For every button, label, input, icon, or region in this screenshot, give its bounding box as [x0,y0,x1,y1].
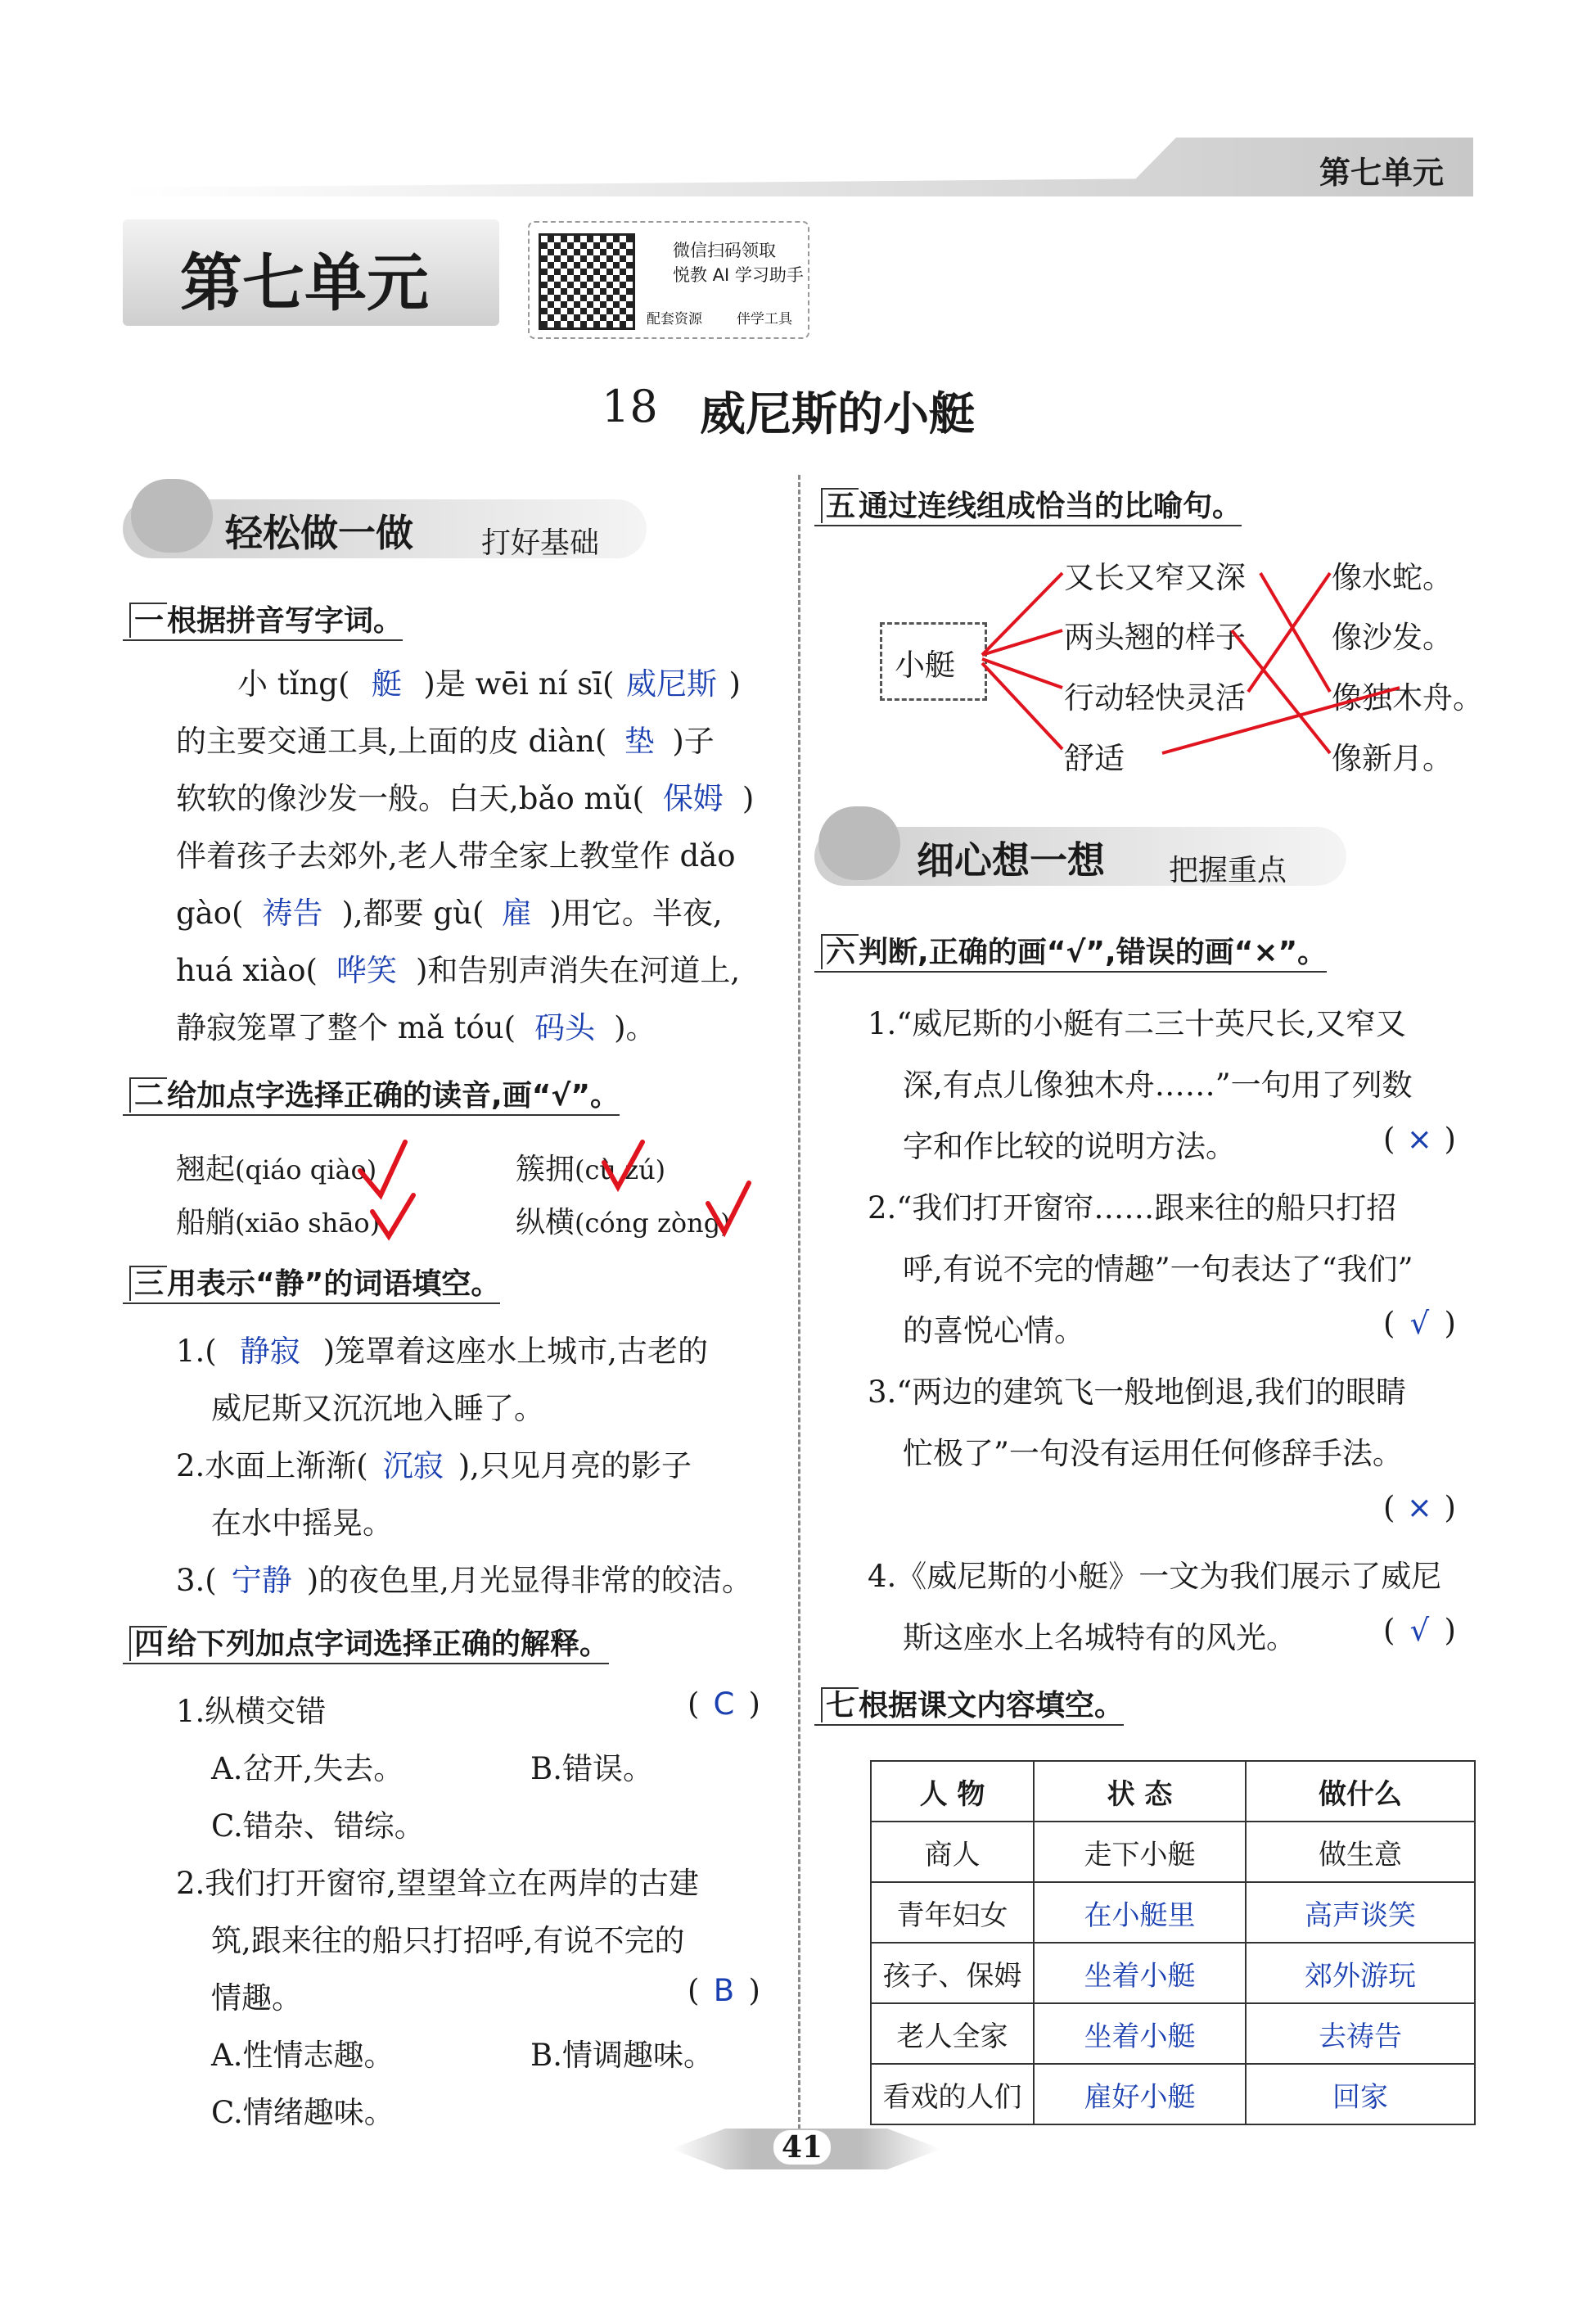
s6-q2a: 2.“我们打开窗帘……跟来往的船只打招 [868,1190,1397,1226]
table-row [871,1822,1475,1882]
qr-sub1: 配套资源 [647,311,702,327]
table-header-row [871,1761,1475,1822]
s5-right-4: 像新月。 [1332,741,1453,776]
s6-q2b: 呼,有说不完的情趣”一句表达了“我们” [903,1252,1413,1287]
s6-q2-answer: ( √ ) [1383,1306,1456,1341]
s1-line2: 的主要交通工具,上面的皮 diàn( 垫 )子 [176,724,715,759]
s3-q1: 1.( 静寂 )笼罩着这座水上城市,古老的 [176,1334,708,1369]
s5-center: 小艇 [895,648,955,683]
s1-line3: 软软的像沙发一般。白天,bǎo mǔ( 保姆 ) [176,781,755,816]
s7-table [870,1760,1476,2125]
table-cell: 老人全家 [871,2003,1034,2064]
unit-title: 第七单元 [180,246,429,319]
s3-q3: 3.( 宁静 )的夜色里,月光显得非常的皎洁。 [176,1563,752,1598]
lesson-number: 18 [602,381,658,432]
table-cell-answer: 坐着小艇 [1034,1943,1246,2003]
table-cell-answer: 在小艇里 [1034,1882,1246,1943]
table-header-cell: 人 物 [871,1761,1034,1822]
s3-q2: 2.水面上渐渐( 沉寂 ),只见月亮的影子 [176,1448,692,1483]
s6-q3a: 3.“两边的建筑飞一般地倒退,我们的眼睛 [868,1375,1406,1410]
s5-left-2: 两头翘的样子 [1064,620,1246,655]
s6-q4a: 4.《威尼斯的小艇》一文为我们展示了威尼 [868,1559,1442,1594]
table-row [871,2064,1475,2124]
s5-left-3: 行动轻快灵活 [1064,680,1246,716]
page-number: 41 [773,2130,831,2165]
s4-q1-optB: B.错误。 [530,1751,653,1786]
table-cell: 孩子、保姆 [871,1943,1034,2003]
table-cell: 看戏的人们 [871,2064,1034,2124]
s4-q2-optB: B.情调趣味。 [530,2038,714,2073]
table-row [871,2003,1475,2064]
s4-q1-answer: ( C ) [688,1686,760,1722]
s5-left-4: 舒适 [1064,741,1125,776]
s6-q1-answer: ( × ) [1383,1122,1456,1157]
s5-header: 五 通过连线组成恰当的比喻句。 [814,483,1242,526]
s6-q4b: 斯这座水上名城特有的风光。 [903,1620,1296,1655]
table-cell-answer: 去祷告 [1246,2003,1475,2064]
table-header-cell: 状 态 [1034,1761,1246,1822]
s5-right-3: 像独木舟。 [1332,680,1483,716]
s4-header: 四 给下列加点字词选择正确的解释。 [123,1621,609,1664]
table-cell: 做生意 [1246,1822,1475,1882]
s6-q3-answer: ( × ) [1383,1490,1456,1525]
table-header-cell: 做什么 [1246,1761,1475,1822]
s5-left-1: 又长又窄又深 [1064,560,1246,595]
s1-line4: 伴着孩子去郊外,老人带全家上教堂作 dǎo [176,838,736,874]
table-cell-answer: 回家 [1246,2064,1475,2124]
s3-q2-cont: 在水中摇晃。 [211,1506,393,1541]
s2-item4: 纵横(cóng zòng) [516,1206,731,1239]
table-cell: 商人 [871,1822,1034,1882]
s6-q1a: 1.“威尼斯的小艇有二三十英尺长,又窄又 [868,1006,1406,1041]
s4-q1-optA: A.岔开,失去。 [211,1751,404,1786]
qr-line2: 悦教 AI 学习助手 [673,265,804,285]
unit-tag: 第七单元 [1319,154,1445,191]
s1-line5: gào( 祷告 ),都要 gù( 雇 )用它。半夜, [176,896,723,931]
banner1-title: 轻松做一做 [225,511,413,555]
s4-q2: 2.我们打开窗帘,望望耸立在两岸的古建 [176,1866,700,1901]
s2-item1: 翘起(qiáo qiào) [176,1153,377,1186]
s5-right-2: 像沙发。 [1332,620,1453,655]
table-cell: 走下小艇 [1034,1822,1246,1882]
banner2-title: 细心想一想 [917,838,1105,883]
s4-q2-optC: C.情绪趣味。 [211,2095,394,2130]
s5-right-1: 像水蛇。 [1332,560,1453,595]
lesson-title: 威尼斯的小艇 [700,388,975,441]
qr-line1: 微信扫码领取 [673,241,776,260]
table-cell-answer: 高声谈笑 [1246,1882,1475,1943]
s1-line1: 小 tǐng( 艇 )是 wēi ní sī( 威尼斯 ) [237,666,741,702]
s2-item2: 簇拥(cù zú) [516,1153,666,1186]
table-cell-answer: 郊外游玩 [1246,1943,1475,2003]
banner1-sub: 打好基础 [481,526,600,560]
table-cell-answer: 坐着小艇 [1034,2003,1246,2064]
s6-q1b: 深,有点儿像独木舟……”一句用了列数 [903,1068,1413,1103]
s4-q2-cont2: 情趣。 [211,1980,302,2016]
s1-line7: 静寂笼罩了整个 mǎ tóu( 码头 )。 [176,1010,656,1045]
s4-q2-cont1: 筑,跟来往的船只打招呼,有说不完的 [211,1923,685,1958]
banner2-sub: 把握重点 [1169,854,1287,887]
s6-header: 六 判断,正确的画“√”,错误的画“×”。 [814,929,1327,973]
s4-q1-optC: C.错杂、错综。 [211,1808,425,1844]
s4-q1: 1.纵横交错 [176,1694,327,1729]
table-row [871,1943,1475,2003]
s4-q2-optA: A.性情志趣。 [211,2038,394,2073]
s1-header: 一 根据拼音写字词。 [123,598,403,641]
s6-q1c: 字和作比较的说明方法。 [903,1129,1236,1164]
s4-q2-answer: ( B ) [688,1973,760,2008]
s3-header: 三 用表示“静”的词语填空。 [123,1261,500,1304]
qr-sub2: 伴学工具 [737,311,792,327]
s2-header: 二 给加点字选择正确的读音,画“√”。 [123,1072,620,1116]
s2-item3: 船艄(xiāo shāo) [176,1206,381,1239]
s6-q4-answer: ( √ ) [1383,1613,1456,1648]
table-cell-answer: 雇好小艇 [1034,2064,1246,2124]
kids-icon-2 [818,806,900,880]
s7-header: 七 根据课文内容填空。 [814,1682,1124,1726]
table-row [871,1882,1475,1943]
s6-q3b: 忙极了”一句没有运用任何修辞手法。 [903,1436,1403,1471]
table-cell: 青年妇女 [871,1882,1034,1943]
s6-q2c: 的喜悦心情。 [903,1313,1084,1348]
s1-line6: huá xiào( 哗笑 )和告别声消失在河道上, [176,953,741,988]
s3-q1-cont: 威尼斯又沉沉地入睡了。 [211,1391,544,1426]
